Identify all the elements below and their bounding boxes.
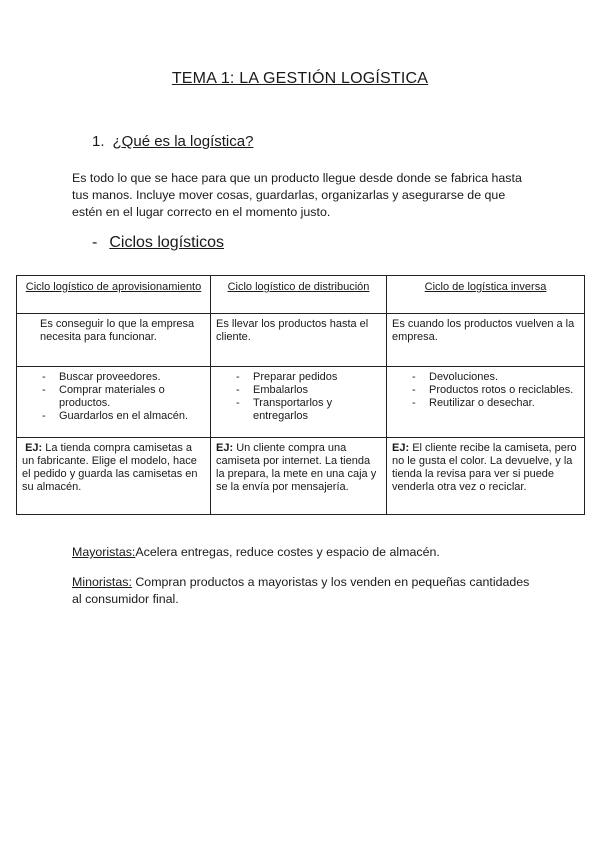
tasks-cell [17, 367, 211, 438]
list-item: - Comprar materiales o productos. [22, 384, 205, 410]
section-heading-text: ¿Qué es la logística? [112, 133, 254, 150]
list-item: - Productos rotos o reciclables. [392, 384, 579, 397]
table-row-examples [17, 438, 585, 515]
list-item: - Guardarlos en el almacén. [22, 410, 205, 423]
example-cell [17, 438, 211, 515]
table-header-row [17, 276, 585, 314]
header-aprovisionamiento: Ciclo logístico de aprovisionamiento [17, 276, 211, 314]
example-cell [211, 438, 387, 515]
example-label: EJ: [25, 442, 43, 454]
list-item: - Transportarlos y entregarlos [216, 397, 381, 423]
mayoristas-term: Mayoristas: [72, 545, 136, 559]
example-cell [387, 438, 585, 515]
section-heading-logistica [92, 133, 253, 150]
example-inversa: El cliente recibe la camiseta, pero no le gusta el color. La devuelve, y la tienda la revisa para ver si puede venderla otra vez o reciclar. [392, 442, 577, 493]
definition-cell [211, 314, 387, 367]
example-label: EJ: [216, 442, 234, 454]
header-distribucion: Ciclo logístico de distribución [211, 276, 387, 314]
definition-distribucion: Es llevar los productos hasta el cliente. [216, 318, 369, 343]
minoristas-paragraph [72, 574, 542, 608]
tasks-list-distribucion [216, 371, 381, 423]
list-item: - Devoluciones. [392, 371, 579, 384]
definition-cell [17, 314, 211, 367]
tasks-list-aprovisionamiento [22, 371, 205, 423]
definition-cell [387, 314, 585, 367]
tasks-cell [387, 367, 585, 438]
list-item: - Reutilizar o desechar. [392, 397, 579, 410]
example-aprovisionamiento: La tienda compra camisetas a un fabricante. Elige el modelo, hace el pedido y guarda las camisetas en su almacén. [22, 442, 198, 493]
subsection-heading-text: Ciclos logísticos [109, 234, 225, 251]
logistica-definition-paragraph: Es todo lo que se hace para que un producto llegue desde donde se fabrica hasta tus manos. Incluye mover cosas, guardarlas, organizarlas y asegurarse de que estén en el lugar correcto en el momento justo. [72, 171, 522, 219]
header-inversa: Ciclo de logística inversa [387, 276, 585, 314]
table-row-tasks [17, 367, 585, 438]
tasks-cell [211, 367, 387, 438]
tasks-list-inversa [392, 371, 579, 410]
list-item: - Buscar proveedores. [22, 371, 205, 384]
table-row-definitions [17, 314, 585, 367]
definition-aprovisionamiento: Es conseguir lo que la empresa necesita para funcionar. [40, 318, 195, 343]
logistic-cycles-table [16, 275, 585, 515]
page-title: TEMA 1: LA GESTIÓN LOGÍSTICA [171, 70, 429, 87]
example-distribucion: Un cliente compra una camiseta por internet. La tienda la prepara, la mete en una caja y se la envía por mensajería. [216, 442, 377, 493]
list-item: - Preparar pedidos [216, 371, 381, 384]
subsection-heading-ciclos [92, 234, 224, 252]
section-number: 1. [92, 133, 105, 150]
subsection-dash: - [92, 234, 98, 251]
mayoristas-text: Acelera entregas, reduce costes y espacio de almacén. [135, 545, 440, 559]
minoristas-term: Minoristas: [72, 575, 132, 589]
mayoristas-paragraph [72, 544, 552, 561]
definition-inversa: Es cuando los productos vuelven a la empresa. [392, 318, 575, 343]
minoristas-text: Compran productos a mayoristas y los venden en pequeñas cantidades al consumidor final. [72, 575, 530, 606]
list-item: - Embalarlos [216, 384, 381, 397]
example-label: EJ: [392, 442, 410, 454]
